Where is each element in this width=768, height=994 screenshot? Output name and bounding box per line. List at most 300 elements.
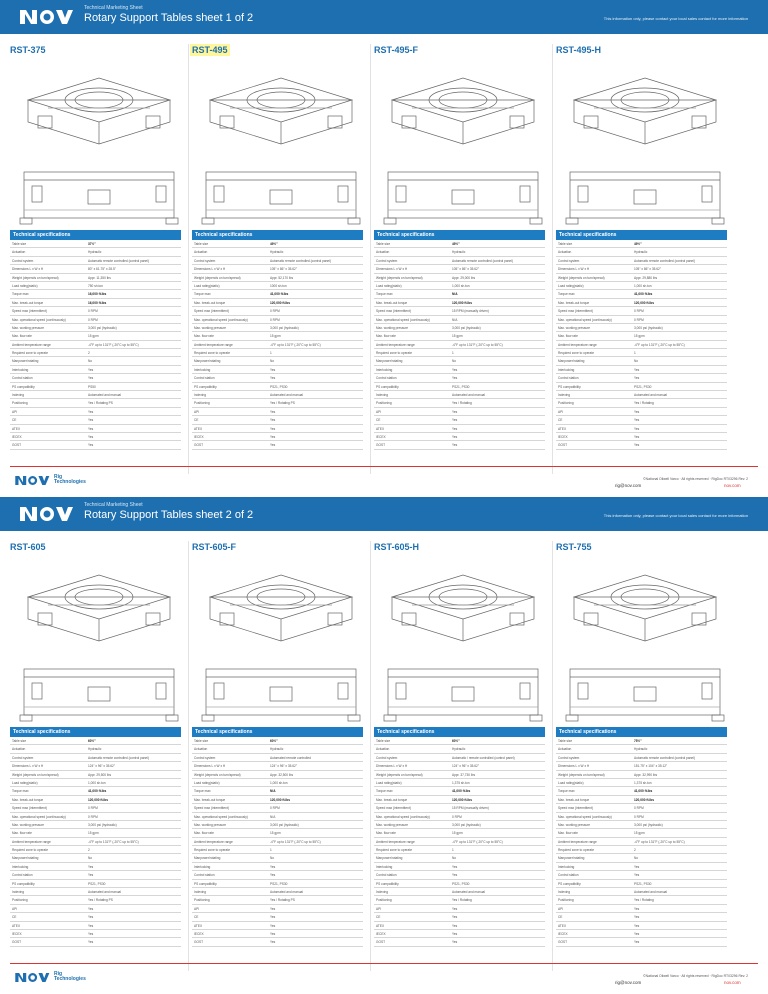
spec-row [556, 316, 727, 324]
spec-label: Load rating(static) [12, 283, 38, 288]
spec-value: Yes [88, 931, 94, 936]
spec-label: Actuation [558, 250, 572, 255]
spec-row [192, 282, 363, 290]
spec-value: 15 gpm [452, 334, 463, 339]
spec-value: No [88, 359, 93, 364]
spec-value: Automated remote controlled [270, 755, 311, 760]
spec-row [556, 829, 727, 837]
spec-table-header: Technical specifications [374, 727, 545, 737]
spec-row [10, 905, 181, 913]
spec-row [556, 846, 727, 854]
rotary-table-drawing-icon [382, 60, 544, 152]
spec-row [374, 274, 545, 282]
spec-value: 105" x 86" x 35.62" [634, 267, 661, 272]
spec-value: Appr. 52,170 lbs [270, 275, 294, 280]
spec-label: Max. working pressure [12, 822, 45, 827]
spec-value: Yes [634, 418, 640, 423]
spec-row [556, 880, 727, 888]
spec-row [556, 938, 727, 946]
spec-value: Automated and manual [270, 890, 303, 895]
spec-value: 1000 sh.ton [270, 283, 287, 288]
spec-value: 16,000 ft.lbs [88, 300, 107, 305]
spec-value: 3,000 psi (hydraulic) [634, 822, 663, 827]
spec-row [10, 938, 181, 946]
spec-value: 49½" [452, 242, 460, 246]
spec-label: Load rating(static) [558, 283, 584, 288]
spec-value: Automatic / remote controlled (control panel) [452, 755, 515, 760]
spec-value: 0 RPM [88, 814, 98, 819]
spec-value: Automated and manual [634, 890, 667, 895]
nov-logo-icon [18, 503, 74, 525]
spec-row [10, 863, 181, 871]
spec-row [10, 374, 181, 382]
sheet-subtitle: Technical Marketing Sheet [84, 5, 143, 11]
spec-row [374, 779, 545, 787]
spec-row [556, 888, 727, 896]
spec-value: No [634, 359, 639, 364]
spec-label: Control station [12, 376, 33, 381]
spec-value: Yes [452, 443, 458, 448]
spec-label: IECEX [558, 434, 568, 439]
spec-label: PS compatibility [12, 881, 35, 886]
spec-value: Automated and manual [88, 890, 121, 895]
spec-label: PS compatibility [194, 881, 217, 886]
spec-row [10, 829, 181, 837]
spec-label: Weight (depends on turn/spread) [194, 275, 241, 280]
spec-row [10, 787, 181, 795]
spec-value: 1 [634, 351, 636, 356]
spec-label: Torque max [12, 789, 29, 794]
spec-table-header: Technical specifications [556, 230, 727, 240]
spec-label: Max. break-out torque [558, 797, 590, 802]
spec-row [192, 248, 363, 256]
spec-row [10, 408, 181, 416]
spec-value: Yes [88, 426, 94, 431]
spec-value: 120,000 ft.lbs [88, 797, 109, 802]
spec-value: 120,000 ft.lbs [452, 300, 473, 305]
email-link[interactable]: rig@nov.com [615, 483, 642, 488]
spec-label: Interlocking [558, 367, 575, 372]
column-divider [370, 541, 371, 971]
spec-label: API [558, 906, 564, 911]
spec-value: Yes [88, 409, 94, 414]
spec-row [10, 332, 181, 340]
spec-label: CE [558, 915, 563, 920]
spec-label: GOST [194, 940, 204, 945]
spec-value: 0 RPM [634, 806, 644, 811]
spec-value: Automated and manual [634, 393, 667, 398]
spec-value: Yes [452, 426, 458, 431]
spec-label: Speed max (intermittent) [194, 806, 229, 811]
footer-brand-line-2: Technologies [54, 479, 86, 485]
spec-label: Dimensions L x W x H [558, 764, 590, 769]
spec-label: Manpower/rotating [194, 856, 221, 861]
spec-value: 120,000 ft.lbs [634, 300, 655, 305]
spec-value: 41,000 ft.lbs [88, 789, 107, 794]
spec-label: ATEX [376, 923, 385, 928]
spec-row [192, 888, 363, 896]
spec-row [374, 265, 545, 273]
product-title: RST-605 [10, 542, 46, 552]
rotary-table-drawing-icon [564, 60, 726, 152]
spec-value: Automatic remote controlled (control panel) [88, 755, 149, 760]
spec-label: Load rating(static) [194, 780, 220, 785]
spec-value: 41,000 ft.lbs [270, 292, 289, 297]
spec-label: Actuation [194, 250, 208, 255]
spec-row [192, 332, 363, 340]
spec-label: Dimensions L x W x H [12, 764, 44, 769]
spec-label: Control station [558, 873, 579, 878]
spec-value: PS21, PS30 [270, 881, 288, 886]
spec-label: Table size [558, 739, 573, 743]
spec-label: Max. operational speed (continuously) [12, 814, 66, 819]
rotary-table-drawing-icon [18, 557, 180, 649]
spec-value: 1,000 sh.ton [270, 780, 288, 785]
website-link[interactable]: nov.com [724, 980, 741, 985]
spec-row [556, 821, 727, 829]
spec-value: 0 RPM [634, 309, 644, 314]
spec-value: 80" x 61.75" x 28.5" [88, 267, 116, 272]
spec-row [374, 408, 545, 416]
spec-value: Automated and manual [452, 890, 485, 895]
footer-brand-line-2: Technologies [54, 976, 86, 982]
rotary-table-side-view-icon [382, 146, 544, 232]
spec-row [556, 357, 727, 365]
spec-value: Yes [270, 409, 276, 414]
spec-label: IECEX [558, 931, 568, 936]
spec-value: 1 [452, 351, 454, 356]
spec-value: 0 RPM [634, 317, 644, 322]
spec-value: No [88, 856, 93, 861]
spec-value: Hydraulic [270, 747, 284, 752]
spec-value: PS21, PS30 [634, 384, 652, 389]
spec-label: Dimensions L x W x H [558, 267, 590, 272]
spec-row [374, 341, 545, 349]
spec-label: Max. flow rate [558, 831, 578, 836]
spec-row [556, 307, 727, 315]
spec-row [374, 771, 545, 779]
spec-label: Positioning [194, 898, 210, 903]
spec-row [192, 366, 363, 374]
spec-value: Yes [270, 418, 276, 423]
spec-label: IECEX [194, 434, 204, 439]
rotary-table-drawing-icon [200, 557, 362, 649]
spec-label: Max. flow rate [558, 334, 578, 339]
spec-row [556, 274, 727, 282]
spec-row [556, 332, 727, 340]
spec-value: No [452, 359, 457, 364]
spec-row [10, 433, 181, 441]
spec-value: Yes / Rotating [452, 401, 472, 406]
spec-table-header: Technical specifications [10, 230, 181, 240]
spec-label: Interlocking [376, 367, 393, 372]
spec-row [192, 754, 363, 762]
product-title: RST-605-H [374, 542, 420, 552]
spec-row [556, 374, 727, 382]
spec-row [10, 813, 181, 821]
spec-label: Dimensions L x W x H [376, 764, 408, 769]
spec-value: 60½" [88, 739, 96, 743]
spec-row [374, 299, 545, 307]
spec-row [556, 863, 727, 871]
spec-row [192, 838, 363, 846]
spec-row [374, 871, 545, 879]
spec-row [192, 762, 363, 770]
spec-row [10, 274, 181, 282]
rotary-table-drawing-icon [564, 557, 726, 649]
spec-value: 124" x 96" x 35.62" [270, 764, 297, 769]
footer-brand [54, 972, 86, 982]
spec-value: Appr. 29,000 lbs [452, 275, 476, 280]
spec-value: Yes [270, 426, 276, 431]
spec-row [374, 922, 545, 930]
spec-label: Ambient temperature range [194, 839, 233, 844]
spec-label: Control station [376, 376, 397, 381]
spec-value: Yes / Rotating PS [270, 401, 295, 406]
footer-rule [10, 466, 758, 467]
spec-label: ATEX [12, 426, 21, 431]
spec-value: Yes [88, 873, 94, 878]
spec-value: Yes [452, 864, 458, 869]
spec-row [192, 771, 363, 779]
spec-label: Torque max [376, 292, 393, 297]
spec-row [10, 441, 181, 449]
spec-row [192, 863, 363, 871]
spec-label: Max. operational speed (continuously) [558, 814, 612, 819]
spec-label: Dimensions L x W x H [12, 267, 44, 272]
spec-value: Appr. 37,730 lbs [452, 772, 476, 777]
spec-label: Weight (depends on turn/spread) [12, 772, 59, 777]
spec-value: Yes [88, 906, 94, 911]
spec-label: Ambient temperature range [558, 342, 597, 347]
spec-label: Max. break-out torque [194, 797, 226, 802]
footer-brand-line-1: Rig [54, 474, 63, 480]
spec-row [374, 332, 545, 340]
spec-row [10, 871, 181, 879]
spec-label: Actuation [558, 747, 572, 752]
spec-row [10, 880, 181, 888]
spec-value: 124" x 96" x 35.62" [452, 764, 479, 769]
spec-row [556, 433, 727, 441]
spec-label: Indexing [194, 890, 207, 895]
spec-row [192, 433, 363, 441]
spec-value: -4°F up to 131°F (-20°C up to 55°C) [88, 839, 139, 844]
spec-label: Torque max [558, 789, 575, 794]
spec-label: Control station [12, 873, 33, 878]
spec-value: 105" x 86" x 35.62" [452, 267, 479, 272]
spec-value: 0 RPM [634, 814, 644, 819]
spec-table-header: Technical specifications [192, 727, 363, 737]
spec-value: Yes [270, 376, 276, 381]
spec-label: Positioning [376, 898, 392, 903]
spec-value: Yes [270, 367, 276, 372]
spec-row [192, 896, 363, 904]
spec-label: Table size [376, 739, 391, 743]
spec-value: Yes [270, 906, 276, 911]
spec-row [192, 922, 363, 930]
spec-value: 60½" [452, 739, 460, 743]
spec-row [556, 383, 727, 391]
spec-label: Control system [12, 258, 34, 263]
spec-row [556, 324, 727, 332]
spec-table [10, 230, 181, 450]
spec-label: Load rating(static) [376, 780, 402, 785]
spec-label: Control station [376, 873, 397, 878]
spec-value: 3,000 psi (hydraulic) [452, 325, 481, 330]
spec-value: -4°F up to 131°F (-20°C up to 55°C) [88, 342, 139, 347]
spec-row [556, 796, 727, 804]
email-link[interactable]: rig@nov.com [615, 980, 642, 985]
spec-label: CE [12, 915, 17, 920]
spec-label: Required zone to operate [12, 351, 48, 356]
spec-row [10, 391, 181, 399]
spec-label: Weight (depends on turn/spread) [376, 275, 423, 280]
spec-row [374, 248, 545, 256]
spec-label: Interlocking [12, 864, 29, 869]
spec-row [556, 779, 727, 787]
spec-value: 60½" [270, 739, 278, 743]
spec-row [374, 913, 545, 921]
spec-value: Appr. 32,990 lbs [634, 772, 658, 777]
spec-value: Yes [88, 418, 94, 423]
spec-label: Load rating(static) [194, 283, 220, 288]
spec-label: Manpower/rotating [558, 359, 585, 364]
spec-label: Control system [558, 755, 580, 760]
spec-label: Max. flow rate [12, 831, 32, 836]
spec-row [10, 888, 181, 896]
spec-label: Max. working pressure [194, 325, 227, 330]
spec-row [374, 366, 545, 374]
spec-label: Table size [376, 242, 391, 246]
spec-value: 15 gpm [634, 334, 645, 339]
spec-row [374, 838, 545, 846]
footer-brand [54, 475, 86, 485]
spec-value: 15 gpm [452, 831, 463, 836]
spec-value: Automated and manual [452, 393, 485, 398]
spec-value: Hydraulic [452, 747, 466, 752]
spec-row [556, 804, 727, 812]
spec-value: Yes [634, 409, 640, 414]
spec-value: Appr. 29,500 lbs [88, 772, 112, 777]
spec-label: Required zone to operate [376, 848, 412, 853]
spec-value: Automatic remote controlled (control panel) [452, 258, 513, 263]
spec-label: API [194, 409, 200, 414]
spec-value: Yes [634, 376, 640, 381]
spec-row [192, 316, 363, 324]
rotary-table-drawing-icon [200, 60, 362, 152]
spec-value: No [634, 856, 639, 861]
spec-row [10, 316, 181, 324]
rotary-table-side-view-icon [200, 643, 362, 729]
column-divider [188, 541, 189, 971]
website-link[interactable]: nov.com [724, 483, 741, 488]
spec-row [192, 240, 363, 248]
spec-value: 1,375 sh.ton [634, 780, 652, 785]
spec-label: Max. break-out torque [12, 797, 44, 802]
spec-row [374, 391, 545, 399]
spec-row [374, 863, 545, 871]
spec-label: Torque max [194, 789, 211, 794]
spec-value: Yes [88, 443, 94, 448]
spec-label: API [558, 409, 564, 414]
spec-label: Indexing [558, 890, 571, 895]
spec-row [10, 754, 181, 762]
spec-value: No [270, 856, 275, 861]
spec-label: Max. operational speed (continuously) [376, 814, 430, 819]
spec-label: CE [376, 418, 381, 423]
spec-label: GOST [558, 443, 568, 448]
spec-row [556, 265, 727, 273]
spec-table [556, 727, 727, 947]
spec-value: Yes [634, 367, 640, 372]
spec-value: Yes [270, 443, 276, 448]
spec-row [10, 257, 181, 265]
product-title: RST-605-F [192, 542, 237, 552]
nov-logo-icon [18, 6, 74, 28]
spec-row [10, 416, 181, 424]
header-note: This information only, please contact your local sales contact for more information [603, 513, 748, 518]
spec-value: 0 RPM [88, 806, 98, 811]
spec-value: Automated and manual [88, 393, 121, 398]
spec-label: Actuation [376, 747, 390, 752]
spec-label: Positioning [12, 898, 28, 903]
spec-value: Yes [88, 367, 94, 372]
spec-row [374, 829, 545, 837]
spec-label: Speed max (intermittent) [12, 806, 47, 811]
spec-label: Control system [12, 755, 34, 760]
spec-value: 750 sh.ton [88, 283, 103, 288]
spec-value: Yes [634, 940, 640, 945]
product-title: RST-495-F [374, 45, 419, 55]
spec-label: Dimensions L x W x H [194, 764, 226, 769]
spec-value: 41,000 ft.lbs [634, 292, 653, 297]
sheet-header [0, 0, 768, 34]
spec-label: Manpower/rotating [194, 359, 221, 364]
spec-value: 1 [270, 351, 272, 356]
spec-value: 1,000 sh.ton [634, 283, 652, 288]
spec-value: No [270, 359, 275, 364]
spec-value: Appr. 29,880 lbs [634, 275, 658, 280]
spec-value: 1,375 sh.ton [452, 780, 470, 785]
spec-row [556, 299, 727, 307]
spec-value: N/A [270, 789, 276, 794]
spec-label: Table size [194, 242, 209, 246]
spec-label: Required zone to operate [12, 848, 48, 853]
spec-row [374, 880, 545, 888]
spec-value: 0 RPM [88, 317, 98, 322]
product-title: RST-755 [556, 542, 592, 552]
spec-row [192, 779, 363, 787]
spec-value: Yes [88, 864, 94, 869]
spec-value: 1,000 sh.ton [452, 283, 470, 288]
spec-label: Required zone to operate [376, 351, 412, 356]
spec-value: 0 RPM [270, 806, 280, 811]
spec-value: PS21, PS30 [634, 881, 652, 886]
spec-value: Yes [634, 906, 640, 911]
spec-value: 75½" [634, 739, 642, 743]
spec-value: 151.75" x 104" x 35.12" [634, 764, 668, 769]
spec-value: Yes [452, 418, 458, 423]
spec-value: 41,000 ft.lbs [634, 789, 653, 794]
spec-label: ATEX [558, 923, 567, 928]
spec-label: Table size [194, 739, 209, 743]
column-divider [552, 541, 553, 971]
spec-row [10, 265, 181, 273]
spec-label: API [12, 906, 18, 911]
spec-label: Indexing [376, 393, 389, 398]
spec-value: 15 gpm [634, 831, 645, 836]
spec-row [192, 796, 363, 804]
